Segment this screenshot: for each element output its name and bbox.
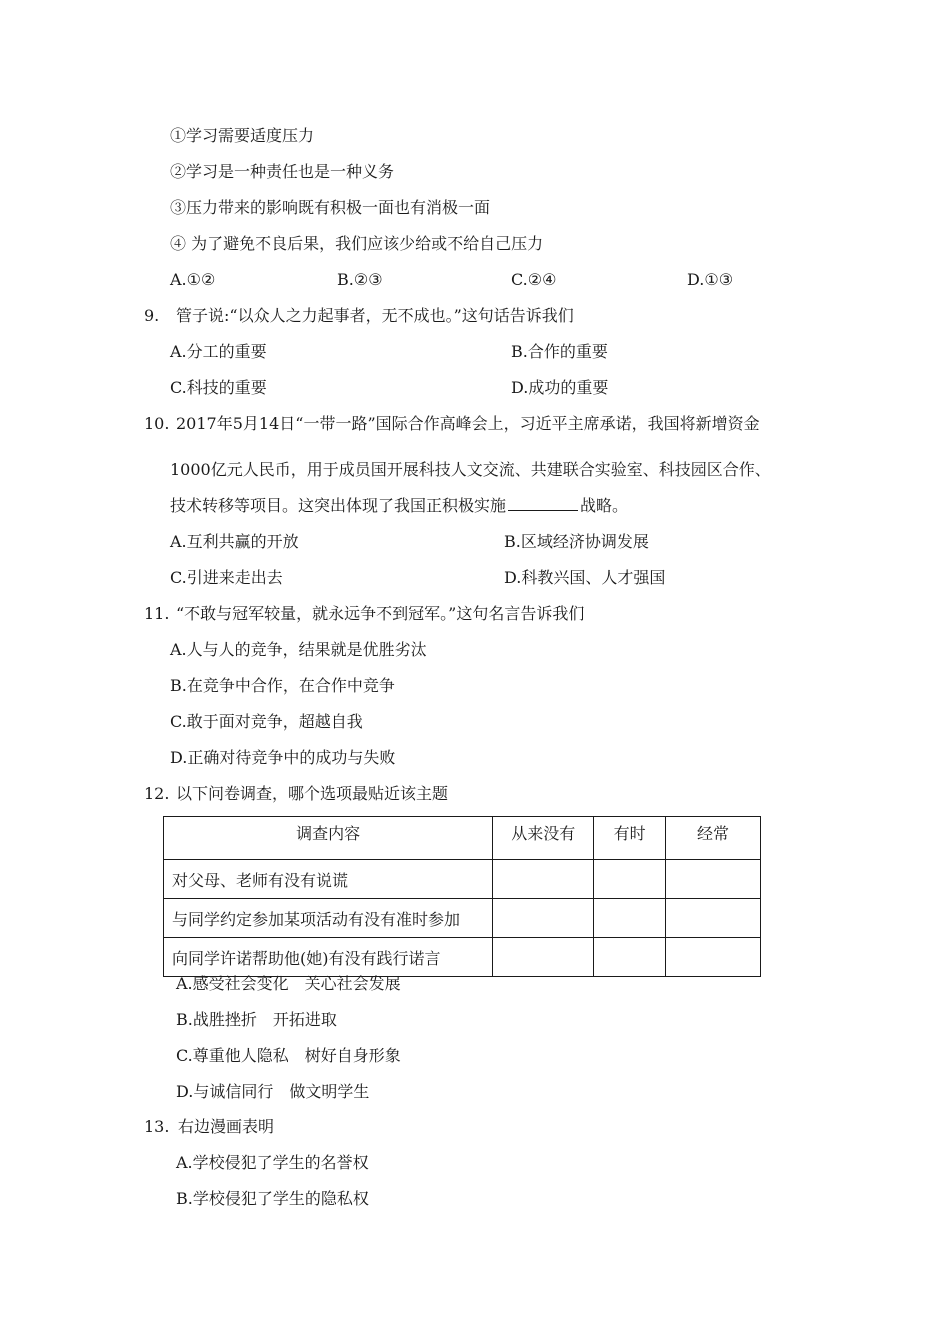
q10-number: 10. bbox=[144, 414, 170, 433]
q9-number: 9. bbox=[144, 306, 160, 325]
q11-option-a: A.人与人的竞争，结果就是优胜劣汰 bbox=[170, 640, 427, 659]
survey-header-often: 经常 bbox=[666, 817, 761, 860]
q10-stem-line2: 1000亿元人民币，用于成员国开展科技人文交流、共建联合实验室、科技园区合作、 bbox=[170, 460, 771, 479]
survey-header-row bbox=[164, 817, 761, 860]
survey-item: 与同学约定参加某项活动有没有准时参加 bbox=[164, 899, 493, 938]
q10-stem-line3-b: 战略。 bbox=[580, 496, 629, 515]
q9-option-d: D.成功的重要 bbox=[511, 378, 609, 397]
survey-header-sometimes: 有时 bbox=[594, 817, 666, 860]
survey-item: 对父母、老师有没有说谎 bbox=[164, 860, 493, 899]
q9-option-b: B.合作的重要 bbox=[511, 342, 608, 361]
q10-option-a: A.互利共赢的开放 bbox=[170, 532, 299, 551]
q8-statement-3: ③压力带来的影响既有积极一面也有消极一面 bbox=[170, 198, 491, 217]
survey-item: 向同学许诺帮助他(她)有没有践行诺言 bbox=[164, 938, 493, 977]
q10-stem-line3-a: 技术转移等项目。这突出体现了我国正积极实施 bbox=[170, 496, 507, 515]
survey-cell bbox=[666, 938, 761, 977]
survey-header-content: 调查内容 bbox=[164, 817, 493, 860]
q12-stem: 以下问卷调查，哪个选项最贴近该主题 bbox=[176, 784, 449, 803]
q13-number: 13. bbox=[144, 1117, 170, 1136]
q11-option-c: C.敢于面对竞争，超越自我 bbox=[170, 712, 363, 731]
q9-option-c: C.科技的重要 bbox=[170, 378, 267, 397]
q8-option-d: D.①③ bbox=[687, 270, 734, 289]
survey-table bbox=[163, 816, 761, 977]
q8-option-a: A.①② bbox=[170, 270, 216, 289]
q11-option-b: B.在竞争中合作，在合作中竞争 bbox=[170, 676, 395, 695]
q10-stem-line1: 2017年5月14日“一带一路”国际合作高峰会上，习近平主席承诺，我国将新增资金 bbox=[176, 414, 760, 433]
q10-stem-line3 bbox=[170, 496, 628, 516]
q10-option-d: D.科教兴国、人才强国 bbox=[504, 568, 666, 587]
survey-cell bbox=[594, 938, 666, 977]
q11-number: 11. bbox=[144, 604, 170, 623]
q9-stem: 管子说:“以众人之力起事者，无不成也。”这句话告诉我们 bbox=[176, 306, 574, 325]
q8-statement-2: ②学习是一种责任也是一种义务 bbox=[170, 162, 395, 181]
q9-option-a: A.分工的重要 bbox=[170, 342, 267, 361]
survey-cell bbox=[666, 899, 761, 938]
q12-option-b: B.战胜挫折 开拓进取 bbox=[176, 1010, 337, 1029]
table-row bbox=[164, 860, 761, 899]
q12-option-a: A.感受社会变化 关心社会发展 bbox=[176, 974, 401, 993]
survey-cell bbox=[666, 860, 761, 899]
q11-option-d: D.正确对待竞争中的成功与失败 bbox=[170, 748, 396, 767]
q12-option-c: C.尊重他人隐私 树好自身形象 bbox=[176, 1046, 401, 1065]
q11-stem: “不敢与冠军较量，就永远争不到冠军。”这句名言告诉我们 bbox=[176, 604, 585, 623]
survey-cell bbox=[594, 860, 666, 899]
q12-number: 12. bbox=[144, 784, 170, 803]
q8-statement-4: ④ 为了避免不良后果，我们应该少给或不给自己压力 bbox=[170, 234, 544, 253]
survey-cell bbox=[493, 899, 594, 938]
survey-cell bbox=[493, 860, 594, 899]
survey-header-never: 从来没有 bbox=[493, 817, 594, 860]
q8-option-c: C.②④ bbox=[511, 270, 557, 289]
q8-statement-1: ①学习需要适度压力 bbox=[170, 126, 315, 145]
q8-option-b: B.②③ bbox=[337, 270, 383, 289]
table-row bbox=[164, 899, 761, 938]
q10-option-c: C.引进来走出去 bbox=[170, 568, 283, 587]
q13-stem: 右边漫画表明 bbox=[178, 1117, 275, 1136]
q10-option-b: B.区域经济协调发展 bbox=[504, 532, 649, 551]
q12-option-d: D.与诚信同行 做文明学生 bbox=[176, 1082, 370, 1101]
q13-option-a: A.学校侵犯了学生的名誉权 bbox=[176, 1153, 369, 1172]
table-row bbox=[164, 938, 761, 977]
survey-cell bbox=[594, 899, 666, 938]
q13-option-b: B.学校侵犯了学生的隐私权 bbox=[176, 1189, 369, 1208]
answer-blank bbox=[508, 496, 578, 511]
survey-cell bbox=[493, 938, 594, 977]
